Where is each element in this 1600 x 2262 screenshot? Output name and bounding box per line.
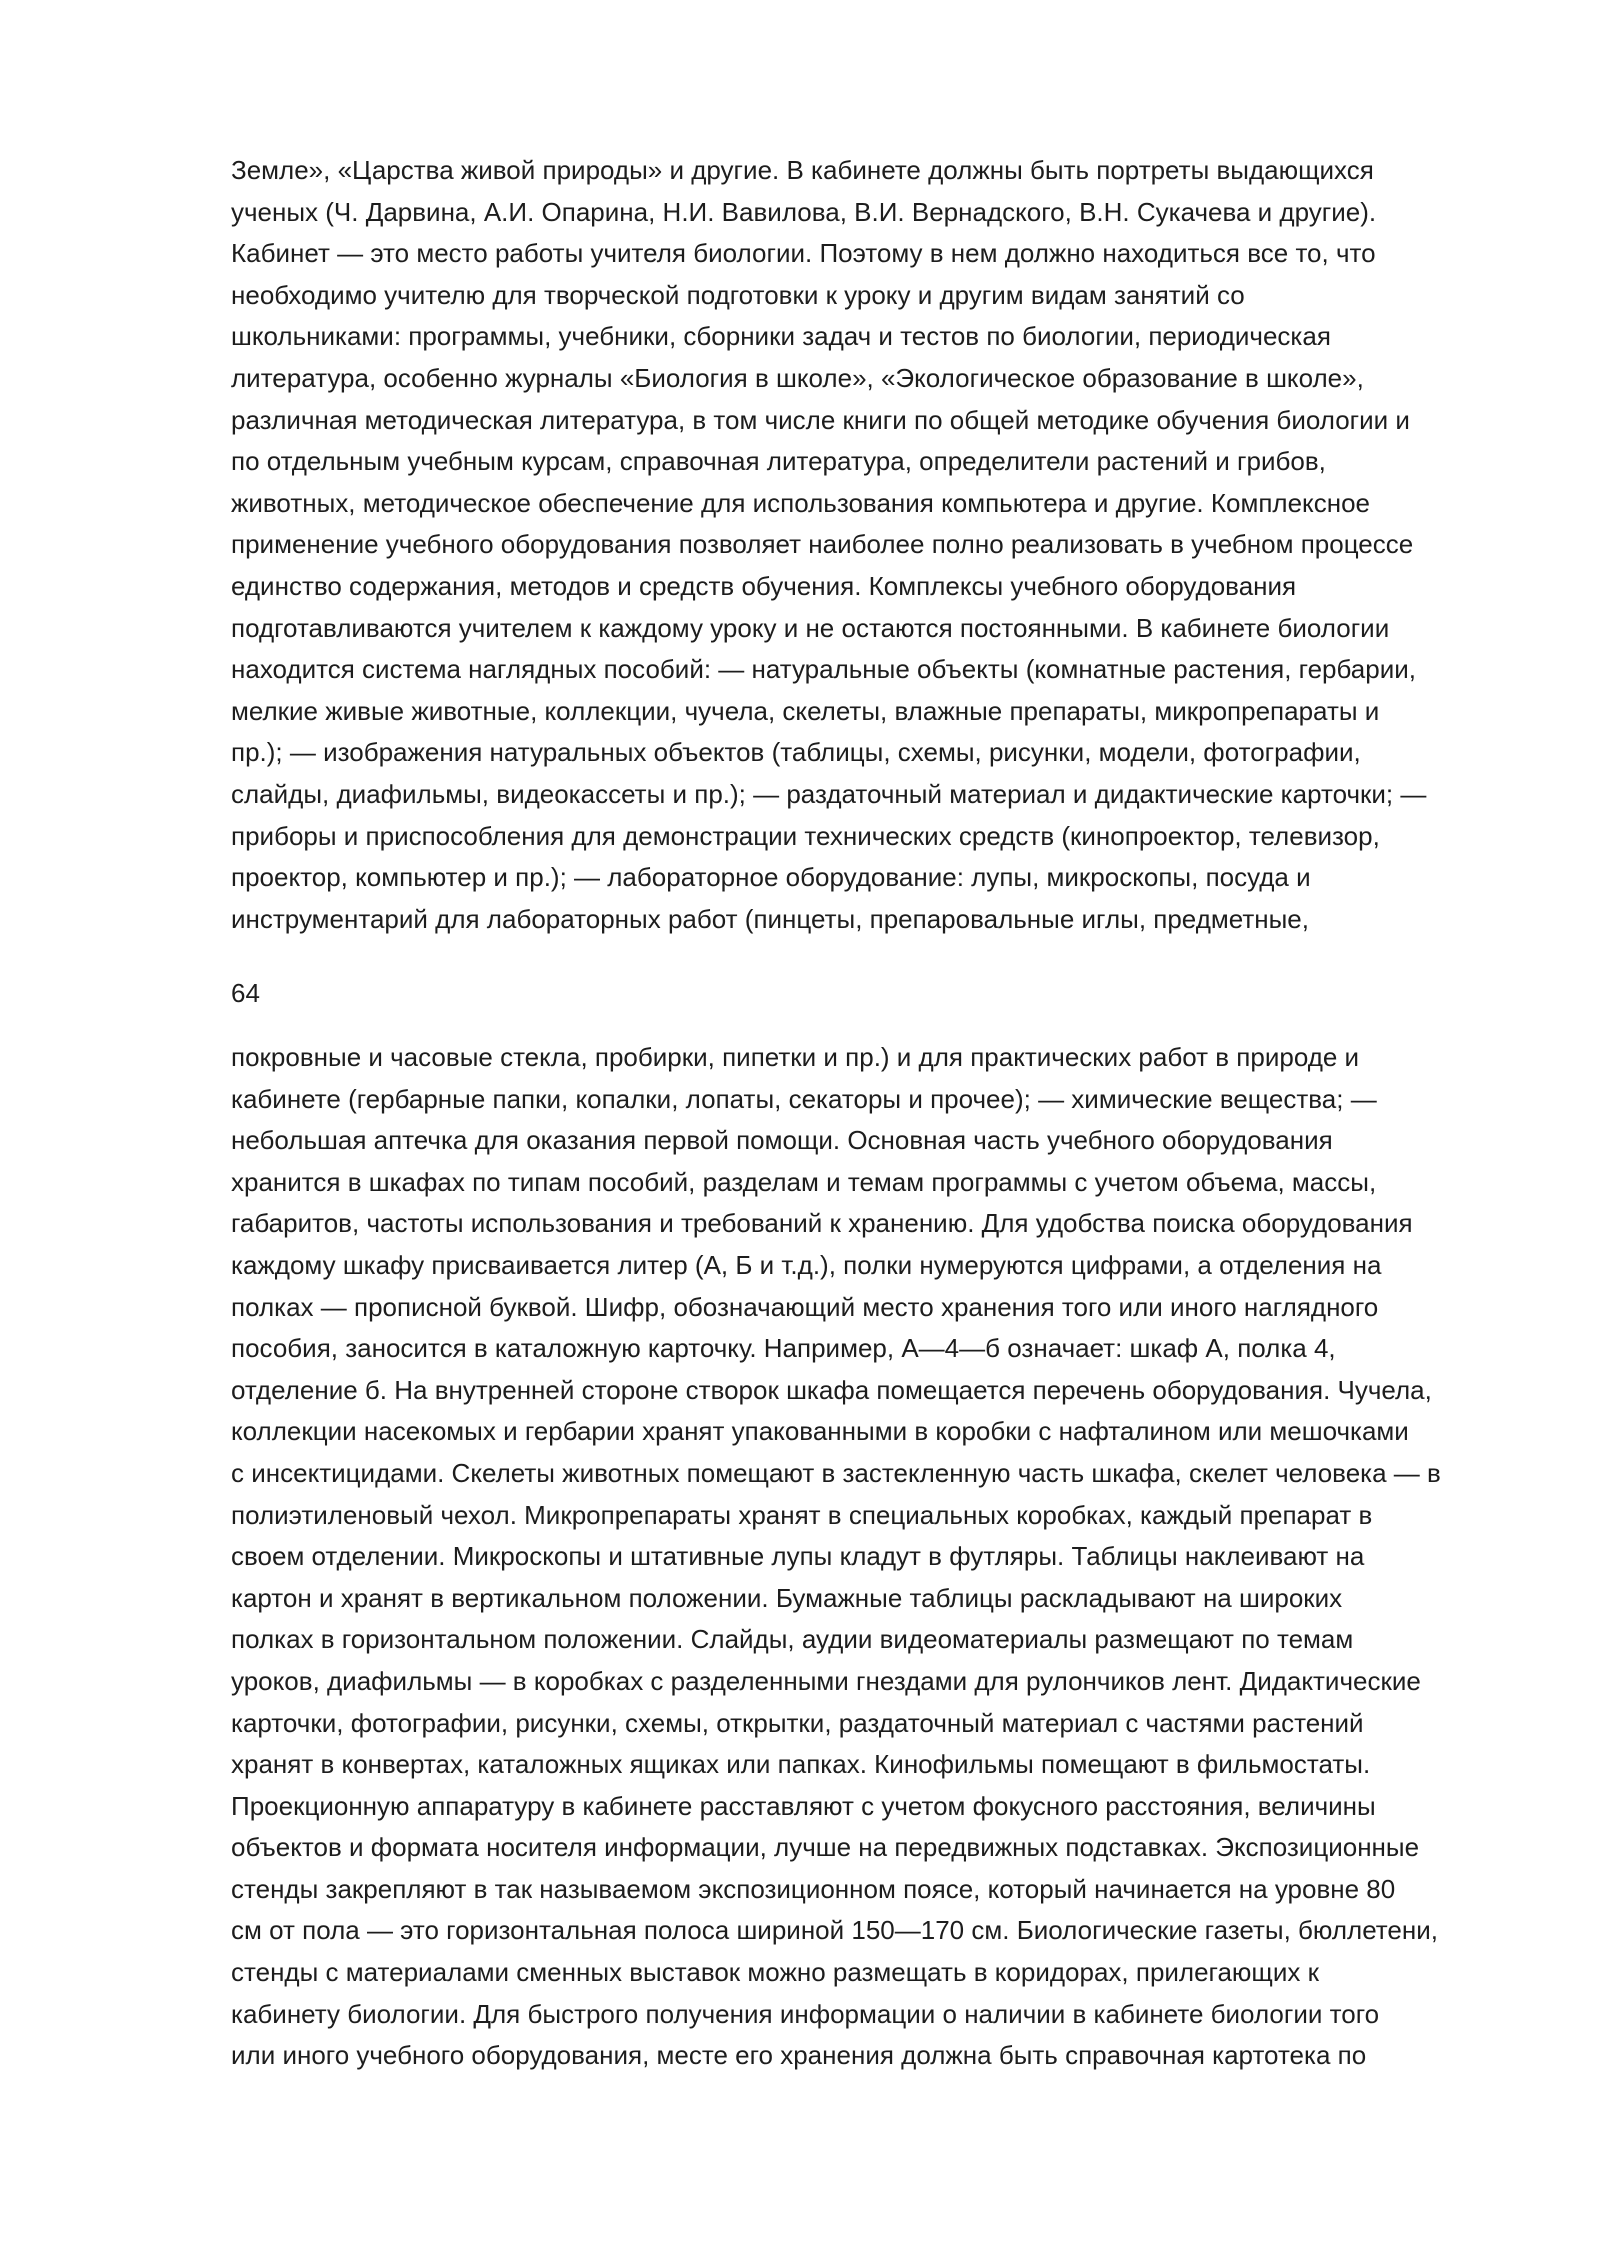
text-line: инструментарий для лабораторных работ (пинцеты, препаровальные иглы, предметные,: [231, 903, 1309, 934]
text-line: стенды с материалами сменных выставок можно размещать в коридорах, прилегающих к: [231, 1957, 1319, 1988]
text-line: приборы и приспособления для демонстрации технических средств (кинопроектор, телевизор,: [231, 820, 1380, 851]
text-block-top: [231, 150, 1511, 940]
text-line: хранят в конвертах, каталожных ящиках или папках. Кинофильмы помещают в фильмостаты.: [231, 1749, 1371, 1780]
text-line: слайды, диафильмы, видеокассеты и пр.); — раздаточный материал и дидактические карточки; —: [231, 778, 1427, 809]
text-line: мелкие живые животные, коллекции, чучела, скелеты, влажные препараты, микропрепараты и: [231, 695, 1380, 726]
text-line: ученых (Ч. Дарвина, А.И. Опарина, Н.И. Вавилова, В.И. Вернадского, В.Н. Сукачева и другие).: [231, 196, 1377, 227]
text-line: животных, методическое обеспечение для использования компьютера и другие. Комплексное: [231, 487, 1370, 518]
text-line: Проекционную аппаратуру в кабинете расставляют с учетом фокусного расстояния, величины: [231, 1790, 1376, 1821]
text-line: проектор, компьютер и пр.); — лабораторное оборудование: лупы, микроскопы, посуда и: [231, 862, 1311, 893]
text-line: полиэтиленовый чехол. Микропрепараты хранят в специальных коробках, каждый препарат в: [231, 1499, 1373, 1530]
text-line: полках в горизонтальном положении. Слайды, аудии видеоматериалы размещают по темам: [231, 1624, 1354, 1655]
text-line: применение учебного оборудования позволяет наиболее полно реализовать в учебном процессе: [231, 529, 1414, 560]
text-line: кабинету биологии. Для быстрого получения информации о наличии в кабинете биологии того: [231, 1998, 1380, 2029]
text-line: Земле», «Царства живой природы» и другие. В кабинете должны быть портреты выдающихся: [231, 155, 1374, 185]
text-line: небольшая аптечка для оказания первой помощи. Основная часть учебного оборудования: [231, 1125, 1333, 1156]
text-line: или иного учебного оборудования, месте его хранения должна быть справочная картотека по: [231, 2040, 1367, 2071]
text-line: пособия, заносится в каталожную карточку. Например, А—4—б означает: шкаф А, полка 4,: [231, 1333, 1336, 1364]
page-number: 64: [231, 978, 260, 1008]
text-line: пр.); — изображения натуральных объектов (таблицы, схемы, рисунки, модели, фотографии,: [231, 737, 1361, 768]
text-line: карточки, фотографии, рисунки, схемы, открытки, раздаточный материал с частями растений: [231, 1707, 1364, 1738]
text-line: уроков, диафильмы — в коробках с разделенными гнездами для рулончиков лент. Дидактические: [231, 1665, 1421, 1696]
text-line: находится система наглядных пособий: — натуральные объекты (комнатные растения, гербарии,: [231, 654, 1416, 685]
text-line: школьниками: программы, учебники, сборники задач и тестов по биологии, периодическая: [231, 321, 1331, 352]
text-line: объектов и формата носителя информации, лучше на передвижных подставках. Экспозиционные: [231, 1832, 1420, 1863]
text-line: литература, особенно журналы «Биология в школе», «Экологическое образование в школе»,: [231, 362, 1364, 393]
text-line: подготавливаются учителем к каждому уроку и не остаются постоянными. В кабинете биологии: [231, 612, 1390, 643]
text-line: различная методическая литература, в том числе книги по общей методике обучения биологии и: [231, 404, 1410, 435]
text-line: Кабинет — это место работы учителя биологии. Поэтому в нем должно находиться все то, что: [231, 238, 1376, 269]
text-line: картон и хранят в вертикальном положении. Бумажные таблицы раскладывают на широких: [231, 1582, 1343, 1613]
text-line: стенды закрепляют в так называемом экспозиционном поясе, который начинается на уровне 80: [231, 1873, 1396, 1904]
text-line: кабинете (гербарные папки, копалки, лопаты, секаторы и прочее); — химические вещества; —: [231, 1083, 1377, 1114]
text-line: единство содержания, методов и средств обучения. Комплексы учебного оборудования: [231, 570, 1297, 601]
text-line: каждому шкафу присваивается литер (А, Б и т.д.), полки нумеруются цифрами, а отделения на: [231, 1249, 1382, 1280]
text-line: габаритов, частоты использования и требований к хранению. Для удобства поиска оборудования: [231, 1208, 1413, 1239]
text-line: покровные и часовые стекла, пробирки, пипетки и пр.) и для практических работ в природе и: [231, 1042, 1360, 1072]
text-block-bottom: [231, 1037, 1511, 2077]
text-line: коллекции насекомых и гербарии хранят упакованными в коробки с нафталином или мешочками: [231, 1416, 1409, 1447]
text-line: необходимо учителю для творческой подготовки к уроку и другим видам занятий со: [231, 279, 1245, 310]
text-line: полках — прописной буквой. Шифр, обозначающий место хранения того или иного наглядного: [231, 1291, 1379, 1322]
text-line: своем отделении. Микроскопы и штативные лупы кладут в футляры. Таблицы наклеивают на: [231, 1541, 1365, 1572]
text-line: см от пола — это горизонтальная полоса шириной 150—170 см. Биологические газеты, бюллетени,: [231, 1915, 1438, 1946]
text-line: по отдельным учебным курсам, справочная литература, определители растений и грибов,: [231, 446, 1326, 477]
text-line: отделение б. На внутренней стороне створок шкафа помещается перечень оборудования. Чучела,: [231, 1374, 1432, 1405]
text-line: хранится в шкафах по типам пособий, разделам и темам программы с учетом объема, массы,: [231, 1166, 1377, 1197]
text-line: с инсектицидами. Скелеты животных помещают в застекленную часть шкафа, скелет человека — в: [231, 1457, 1441, 1488]
